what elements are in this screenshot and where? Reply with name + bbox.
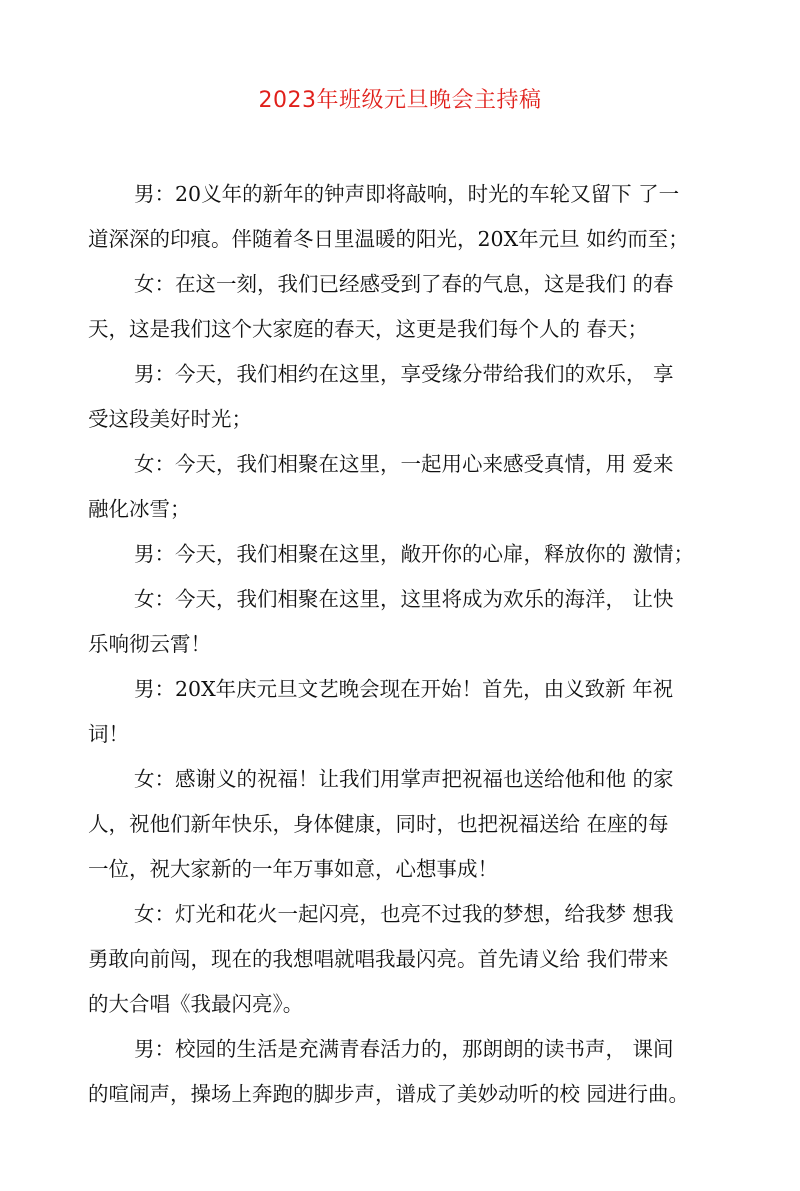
text-line: 人，祝他们新年快乐，身体健康，同时，也把祝福送给 在座的每: [88, 812, 669, 836]
text-line: 男：校园的生活是充满青春活力的，那朗朗的读书声， 课间: [134, 1037, 674, 1061]
text-line: 男：20X年庆元旦文艺晚会现在开始！首先，由义致新 年祝: [134, 677, 674, 701]
text-line: 女：今天，我们相聚在这里，一起用心来感受真情，用 爱来: [134, 452, 674, 476]
text-line: 男：20义年的新年的钟声即将敲响，时光的车轮又留下 了一: [134, 182, 680, 206]
document-body: [88, 172, 728, 1117]
text-line: 的喧闹声，操场上奔跑的脚步声，谱成了美妙动听的校 园进行曲。: [88, 1082, 690, 1106]
text-line: 女：今天，我们相聚在这里，这里将成为欢乐的海洋， 让快: [134, 587, 674, 611]
text-line: 词！: [88, 722, 129, 746]
document-title: 2023年班级元旦晚会主持稿: [258, 88, 542, 113]
text-line: 女：感谢义的祝福！让我们用掌声把祝福也送给他和他 的家: [134, 767, 674, 791]
text-line: 女：在这一刻，我们已经感受到了春的气息，这是我们 的春: [134, 272, 674, 296]
text-line: 天，这是我们这个大家庭的春天，这更是我们每个人的 春天；: [88, 317, 649, 341]
text-line: 乐响彻云霄！: [88, 632, 211, 656]
text-line: 的大合唱《我最闪亮》。: [88, 992, 304, 1016]
text-line: 一位，祝大家新的一年万事如意，心想事成！: [88, 857, 498, 881]
text-line: 男：今天，我们相聚在这里，敞开你的心扉，释放你的 激情；: [134, 542, 695, 566]
text-line: 受这段美好时光；: [88, 407, 252, 431]
text-line: 融化冰雪；: [88, 497, 191, 521]
text-line: 勇敢向前闯，现在的我想唱就唱我最闪亮。首先请义给 我们带来: [88, 947, 669, 971]
text-line: 男：今天，我们相约在这里，享受缘分带给我们的欢乐， 享: [134, 362, 674, 386]
text-line: 女：灯光和花火一起闪亮，也亮不过我的梦想，给我梦 想我: [134, 902, 674, 926]
text-line: 道深深的印痕。伴随着冬日里温暖的阳光，20X年元旦 如约而至；: [88, 227, 689, 251]
